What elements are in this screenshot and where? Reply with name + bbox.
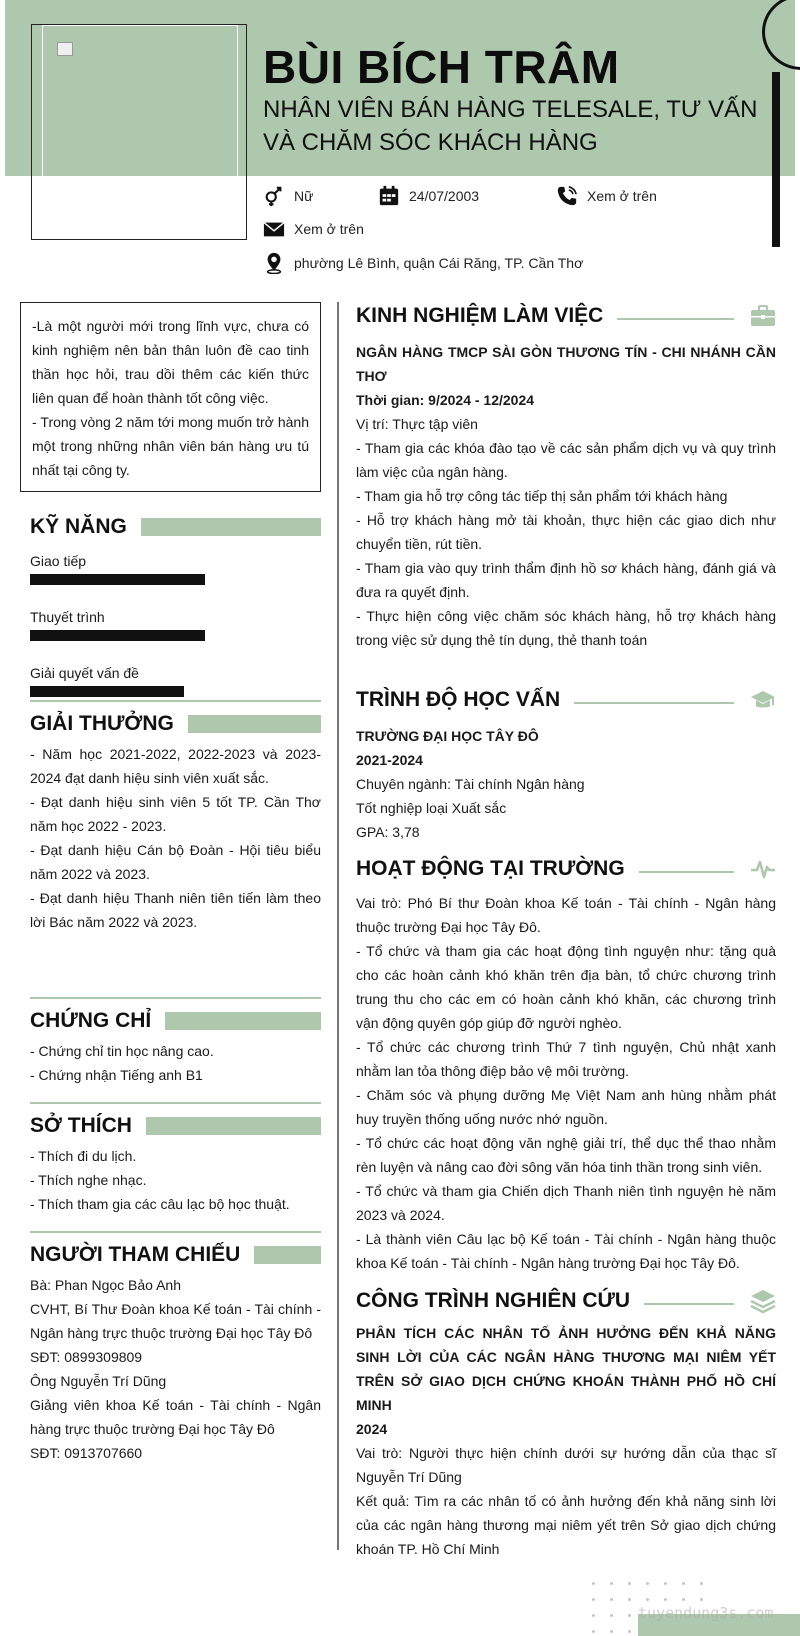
decor-dot	[682, 1598, 685, 1601]
address-text: phường Lê Bình, quận Cái Răng, TP. Cần Thơ	[294, 255, 584, 271]
birthday-text: 24/07/2003	[409, 188, 480, 204]
skill-level-bar	[30, 630, 205, 641]
education-detail: Chuyên ngành: Tài chính Ngân hàng	[356, 776, 585, 792]
section-header	[30, 1114, 321, 1138]
experience-section	[356, 302, 776, 652]
title-accent-bar	[165, 1012, 321, 1030]
awards-section	[30, 700, 321, 934]
section-topline	[30, 1102, 321, 1104]
duty-item: - Thực hiện công việc chăm sóc khách hàng, hỗ trợ khách hàng trong việc sử dụng thẻ tín dụng, thẻ thanh toán	[356, 608, 776, 648]
contact-phone[interactable]	[556, 185, 657, 207]
decor-dot	[628, 1614, 631, 1617]
work-period: Thời gian: 9/2024 - 12/2024	[356, 392, 535, 408]
decor-dot	[610, 1598, 613, 1601]
job-title: NHÂN VIÊN BÁN HÀNG TELESALE, TƯ VẤN VÀ CHĂM SÓC KHÁCH HÀNG	[263, 96, 758, 156]
decor-dot	[610, 1630, 613, 1633]
reference-line: CVHT, Bí Thư Đoàn khoa Kế toán - Tài chính - Ngân hàng trực thuộc trường Đại học Tây Đô	[30, 1301, 321, 1341]
award-item: - Đạt danh hiệu Cán bộ Đoàn - Hội tiêu biểu năm 2022 và 2023.	[30, 842, 321, 882]
section-title: HOẠT ĐỘNG TẠI TRƯỜNG	[356, 857, 625, 880]
duty-item: - Tham gia vào quy trình thẩm định hồ sơ khách hàng, đánh giá và đưa ra quyết định.	[356, 560, 776, 600]
decor-dot	[628, 1582, 631, 1585]
skill-label: Giao tiếp	[30, 553, 87, 569]
decor-dot	[700, 1598, 703, 1601]
phone-icon	[556, 185, 578, 207]
education-section	[356, 686, 776, 844]
column-divider	[337, 302, 339, 1550]
decor-dot	[592, 1614, 595, 1617]
decor-dot	[592, 1582, 595, 1585]
skill-level-bar	[30, 574, 205, 585]
contact-email[interactable]	[263, 218, 364, 240]
references-section	[30, 1231, 321, 1465]
reference-line: Bà: Phan Ngọc Bảo Anh	[30, 1277, 181, 1293]
section-title: SỞ THÍCH	[30, 1114, 132, 1137]
section-header	[356, 1287, 776, 1315]
activity-item: Vai trò: Phó Bí thư Đoàn khoa Kế toán - Tài chính - Ngân hàng thuộc trường Đại học Tây Đô.	[356, 895, 776, 935]
title-line	[617, 318, 734, 320]
objective-line: - Trong vòng 2 năm tới mong muốn trở hành một trong những nhân viên bán hàng ưu tú nhất tại công ty.	[32, 414, 309, 478]
research-year: 2024	[356, 1421, 388, 1437]
section-title: GIẢI THƯỞNG	[30, 712, 174, 735]
education-detail: GPA: 3,78	[356, 824, 420, 840]
certificate-item: - Chứng chỉ tin học nâng cao.	[30, 1043, 214, 1059]
activity-item: - Tổ chức và tham gia Chiến dịch Thanh niên tình nguyện hè năm 2023 và 2024.	[356, 1183, 776, 1223]
decor-dot	[682, 1582, 685, 1585]
reference-line: SĐT: 0899309809	[30, 1349, 143, 1365]
activity-item: - Tổ chức các hoạt động văn nghệ giải trí, thể dục thể thao nhằm rèn luyện và nâng cao đời sông văn hóa tinh thần trong sinh viên.	[356, 1135, 776, 1175]
skill-level-bar	[30, 686, 184, 697]
decor-dot	[700, 1582, 703, 1585]
contact-gender	[263, 185, 313, 207]
email-text: Xem ở trên	[294, 221, 364, 237]
skills-section	[30, 515, 321, 697]
decor-dot	[628, 1598, 631, 1601]
award-item: - Năm học 2021-2022, 2022-2023 và 2023-2024 đạt danh hiệu sinh viên xuất sắc.	[30, 746, 321, 786]
section-title: CHỨNG CHỈ	[30, 1009, 152, 1032]
section-topline	[30, 997, 321, 999]
decor-dot	[610, 1614, 613, 1617]
title-accent-bar	[254, 1246, 321, 1264]
reference-line: SĐT: 0913707660	[30, 1445, 143, 1461]
research-detail: Vai trò: Người thực hiện chính dưới sự hướng dẫn của thạc sĩ Nguyễn Trí Dũng	[356, 1445, 776, 1485]
decor-dot	[592, 1630, 595, 1633]
research-topic: PHÂN TÍCH CÁC NHÂN TỐ ẢNH HƯỞNG ĐẾN KHẢ NĂNG SINH LỜI CỦA CÁC NGÂN HÀNG THƯƠNG MẠI NIÊM YẾT TRÊN SỞ GIAO DỊCH CHỨNG KHOÁN THÀNH PHỐ HỒ CHÍ MINH	[356, 1325, 776, 1413]
section-header	[30, 1009, 321, 1033]
decor-dot	[664, 1582, 667, 1585]
school-name: TRƯỜNG ĐẠI HỌC TÂY ĐÔ	[356, 728, 539, 744]
objective-line: -Là một người mới trong lĩnh vực, chưa có kinh nghiệm nên bản thân luôn đề cao tinh thần học hỏi, trau dồi thêm các kiến thức liên quan để hoàn thành tốt công việc.	[32, 318, 309, 406]
broken-image-icon	[57, 42, 73, 56]
decor-dot	[646, 1582, 649, 1585]
certificates-section	[30, 997, 321, 1087]
section-title: KINH NGHIỆM LÀM VIỆC	[356, 304, 604, 327]
title-line	[639, 871, 734, 873]
hobbies-section	[30, 1102, 321, 1216]
profile-photo	[31, 24, 247, 240]
gender-icon	[263, 185, 285, 207]
duty-item: - Hỗ trợ khách hàng mở tài khoản, thực hiện các giao dich như chuyển tiền, rút tiền.	[356, 512, 776, 552]
section-title: KỸ NĂNG	[30, 515, 127, 538]
activity-item: - Tổ chức và tham gia các hoạt động tình nguyện như: tặng quà cho các hoàn cảnh khó khăn trên địa bàn, tổ chức chương trình trung thu cho các em có hoàn cảnh khó khăn, các chương trình vận động quyên góp giúp đỡ người nghèo.	[356, 943, 776, 1031]
activity-item: - Tổ chức các chương trình Thứ 7 tình nguyện, Chủ nhật xanh nhằm lan tỏa thông điệp bảo vệ môi trường.	[356, 1039, 776, 1079]
section-topline	[30, 1231, 321, 1233]
section-header	[356, 855, 776, 883]
activity-item: - Chăm sóc và phụng dưỡng Mẹ Việt Nam anh hùng nhằm phát huy truyền thống uống nước nhớ nguồn.	[356, 1087, 776, 1127]
candidate-name: BÙI BÍCH TRÂM	[263, 41, 620, 93]
research-detail: Kết quả: Tìm ra các nhân tố có ảnh hưởng đến khả năng sinh lời của các ngân hàng thương mại niêm yết trên Sở giao dịch chứng khoán TP. Hồ Chí Minh	[356, 1493, 776, 1557]
section-header	[356, 686, 776, 714]
title-accent-bar	[188, 715, 321, 733]
hobby-item: - Thích nghe nhạc.	[30, 1172, 147, 1188]
certificate-item: - Chứng nhận Tiếng anh B1	[30, 1067, 203, 1083]
hobby-item: - Thích tham gia các câu lạc bộ học thuật.	[30, 1196, 290, 1212]
watermark: tuyendung3s.com	[638, 1604, 774, 1622]
company-name: NGÂN HÀNG TMCP SÀI GÒN THƯƠNG TÍN - CHI NHÁNH CẦN THƠ	[356, 344, 776, 384]
section-title: CÔNG TRÌNH NGHIÊN CỨU	[356, 1289, 631, 1312]
contact-birthday	[378, 185, 479, 207]
school-years: 2021-2024	[356, 752, 423, 768]
title-accent-bar	[146, 1117, 321, 1135]
award-item: - Đạt danh hiệu Thanh niên tiên tiến làm theo lời Bác năm 2022 và 2023.	[30, 890, 321, 930]
award-item: - Đạt danh hiệu sinh viên 5 tốt TP. Cần Thơ năm học 2022 - 2023.	[30, 794, 321, 834]
graduation-cap-icon	[750, 687, 776, 713]
section-header	[356, 302, 776, 330]
section-title: TRÌNH ĐỘ HỌC VẤN	[356, 688, 561, 711]
decor-dot	[646, 1598, 649, 1601]
work-position: Vị trí: Thực tập viên	[356, 416, 478, 432]
email-icon	[263, 218, 285, 240]
calendar-icon	[378, 185, 400, 207]
activity-item: - Là thành viên Câu lạc bộ Kế toán - Tài chính - Ngân hàng thuộc khoa Kế toán - Tài chính - Ngân hàng trường Đại học Tây Đô.	[356, 1231, 776, 1271]
activities-section	[356, 855, 776, 1275]
education-detail: Tốt nghiệp loại Xuất sắc	[356, 800, 507, 816]
decor-dot	[664, 1598, 667, 1601]
title-line	[644, 1303, 734, 1305]
duty-item: - Tham gia các khóa đào tạo về các sản phẩm dịch vụ và quy trình làm việc của ngân hàng.	[356, 440, 776, 480]
layers-icon	[750, 1288, 776, 1314]
gender-text: Nữ	[294, 188, 314, 204]
skill-label: Thuyết trình	[30, 609, 105, 625]
title-accent-bar	[141, 518, 321, 536]
section-topline	[30, 700, 321, 702]
section-title: NGƯỜI THAM CHIẾU	[30, 1243, 241, 1266]
title-line	[574, 702, 734, 704]
photo-inner-border	[42, 25, 238, 231]
decor-bar	[772, 72, 780, 247]
decor-dot	[628, 1630, 631, 1633]
career-objective	[20, 302, 321, 492]
phone-text: Xem ở trên	[587, 188, 657, 204]
duty-item: - Tham gia hỗ trợ công tác tiếp thị sản phẩm tới khách hàng	[356, 488, 728, 504]
skill-label: Giải quyết vấn đề	[30, 665, 139, 681]
reference-line: Giảng viên khoa Kế toán - Tài chính - Ngân hàng trực thuộc trường Đại học Tây Đô	[30, 1397, 321, 1437]
section-header	[30, 712, 321, 736]
location-icon	[263, 252, 285, 274]
briefcase-icon	[750, 303, 776, 329]
hobby-item: - Thích đi du lịch.	[30, 1148, 137, 1164]
contact-address	[263, 252, 583, 274]
section-header	[30, 515, 321, 539]
research-section	[356, 1287, 776, 1561]
decor-dot	[610, 1582, 613, 1585]
decor-dot	[592, 1598, 595, 1601]
section-header	[30, 1243, 321, 1267]
reference-line: Ông Nguyễn Trí Dũng	[30, 1373, 167, 1389]
activity-pulse-icon	[750, 856, 776, 882]
